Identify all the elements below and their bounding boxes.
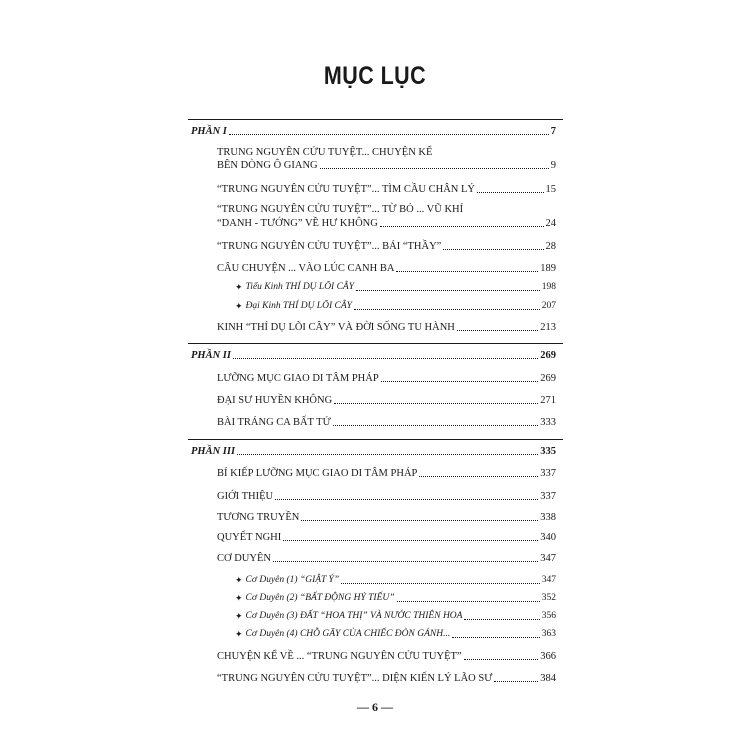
section-divider <box>188 343 563 344</box>
diamond-bullet-icon: ✦ <box>235 282 243 292</box>
toc-entry: “TRUNG NGUYÊN CỬU TUYỆT”... TÌM CẦU CHÂN LÝ 15 <box>217 184 556 195</box>
page-title: MỤC LỤC <box>323 62 427 90</box>
toc-subentry: ✦ Cơ Duyên (2) “BẤT ĐỘNG HỶ TIẾU” 352 <box>235 593 556 603</box>
toc-entry: BÍ KIẾP LƯỠNG MỤC GIAO DI TÂM PHÁP 337 <box>217 468 556 479</box>
toc-entry: “TRUNG NGUYÊN CỬU TUYỆT”... BÁI “THẦY” 28 <box>217 241 556 252</box>
toc-entry: “DANH - TƯỚNG” VỀ HƯ KHÔNG 24 <box>217 218 556 229</box>
toc-entry: BÀI TRÁNG CA BẤT TỬ 333 <box>217 417 556 428</box>
diamond-bullet-icon: ✦ <box>235 629 243 639</box>
toc-entry: CHUYỆN KỂ VỀ ... “TRUNG NGUYÊN CỬU TUYỆT” 366 <box>217 651 556 662</box>
toc-part-heading: PHẦN III 335 <box>191 446 556 457</box>
toc-entry: CÂU CHUYỆN ... VÀO LÚC CANH BA 189 <box>217 263 556 274</box>
toc-subentry: ✦ Cơ Duyên (3) ĐẤT “HOA THỊ” VÀ NƯỚC THIÊN HOA 356 <box>235 611 556 621</box>
diamond-bullet-icon: ✦ <box>235 593 243 603</box>
toc-part-heading: PHẦN I 7 <box>191 126 556 137</box>
toc-entry: “TRUNG NGUYÊN CỬU TUYỆT”... DIỆN KIẾN LÝ LÃO SƯ 384 <box>217 673 556 684</box>
toc-entry-line: “TRUNG NGUYÊN CỬU TUYỆT”... TỪ BỎ ... VŨ KHÍ <box>217 204 464 215</box>
toc-entry: KINH “THÍ DỤ LÕI CÂY” VÀ ĐỜI SỐNG TU HÀNH 213 <box>217 322 556 333</box>
toc-subentry: ✦ Tiểu Kinh THÍ DỤ LÕI CÂY 198 <box>235 282 556 292</box>
toc-subentry: ✦ Cơ Duyên (4) CHỖ GÃY CỦA CHIẾC ĐÒN GÁNH... 363 <box>235 629 556 639</box>
toc-entry: CƠ DUYÊN 347 <box>217 553 556 564</box>
toc-part-heading: PHẦN II 269 <box>191 350 556 361</box>
toc-entry: LƯỠNG MỤC GIAO DI TÂM PHÁP 269 <box>217 373 556 384</box>
section-divider <box>188 119 563 120</box>
toc-entry: ĐẠI SƯ HUYỀN KHÔNG 271 <box>217 395 556 406</box>
diamond-bullet-icon: ✦ <box>235 611 243 621</box>
toc-entry: TƯƠNG TRUYỀN 338 <box>217 512 556 523</box>
diamond-bullet-icon: ✦ <box>235 301 243 311</box>
toc-entry: QUYẾT NGHI 340 <box>217 532 556 543</box>
toc-subentry: ✦ Đại Kinh THÍ DỤ LÕI CÂY 207 <box>235 301 556 311</box>
section-divider <box>188 439 563 440</box>
toc-entry: GIỚI THIỆU 337 <box>217 491 556 502</box>
toc-entry: BÊN DÒNG Ô GIANG 9 <box>217 160 556 171</box>
toc-subentry: ✦ Cơ Duyên (1) “GIẬT Ý” 347 <box>235 575 556 585</box>
diamond-bullet-icon: ✦ <box>235 575 243 585</box>
toc-entry-line: TRUNG NGUYÊN CỬU TUYỆT... CHUYỆN KỂ <box>217 147 433 158</box>
page-number: — 6 — <box>357 700 393 714</box>
